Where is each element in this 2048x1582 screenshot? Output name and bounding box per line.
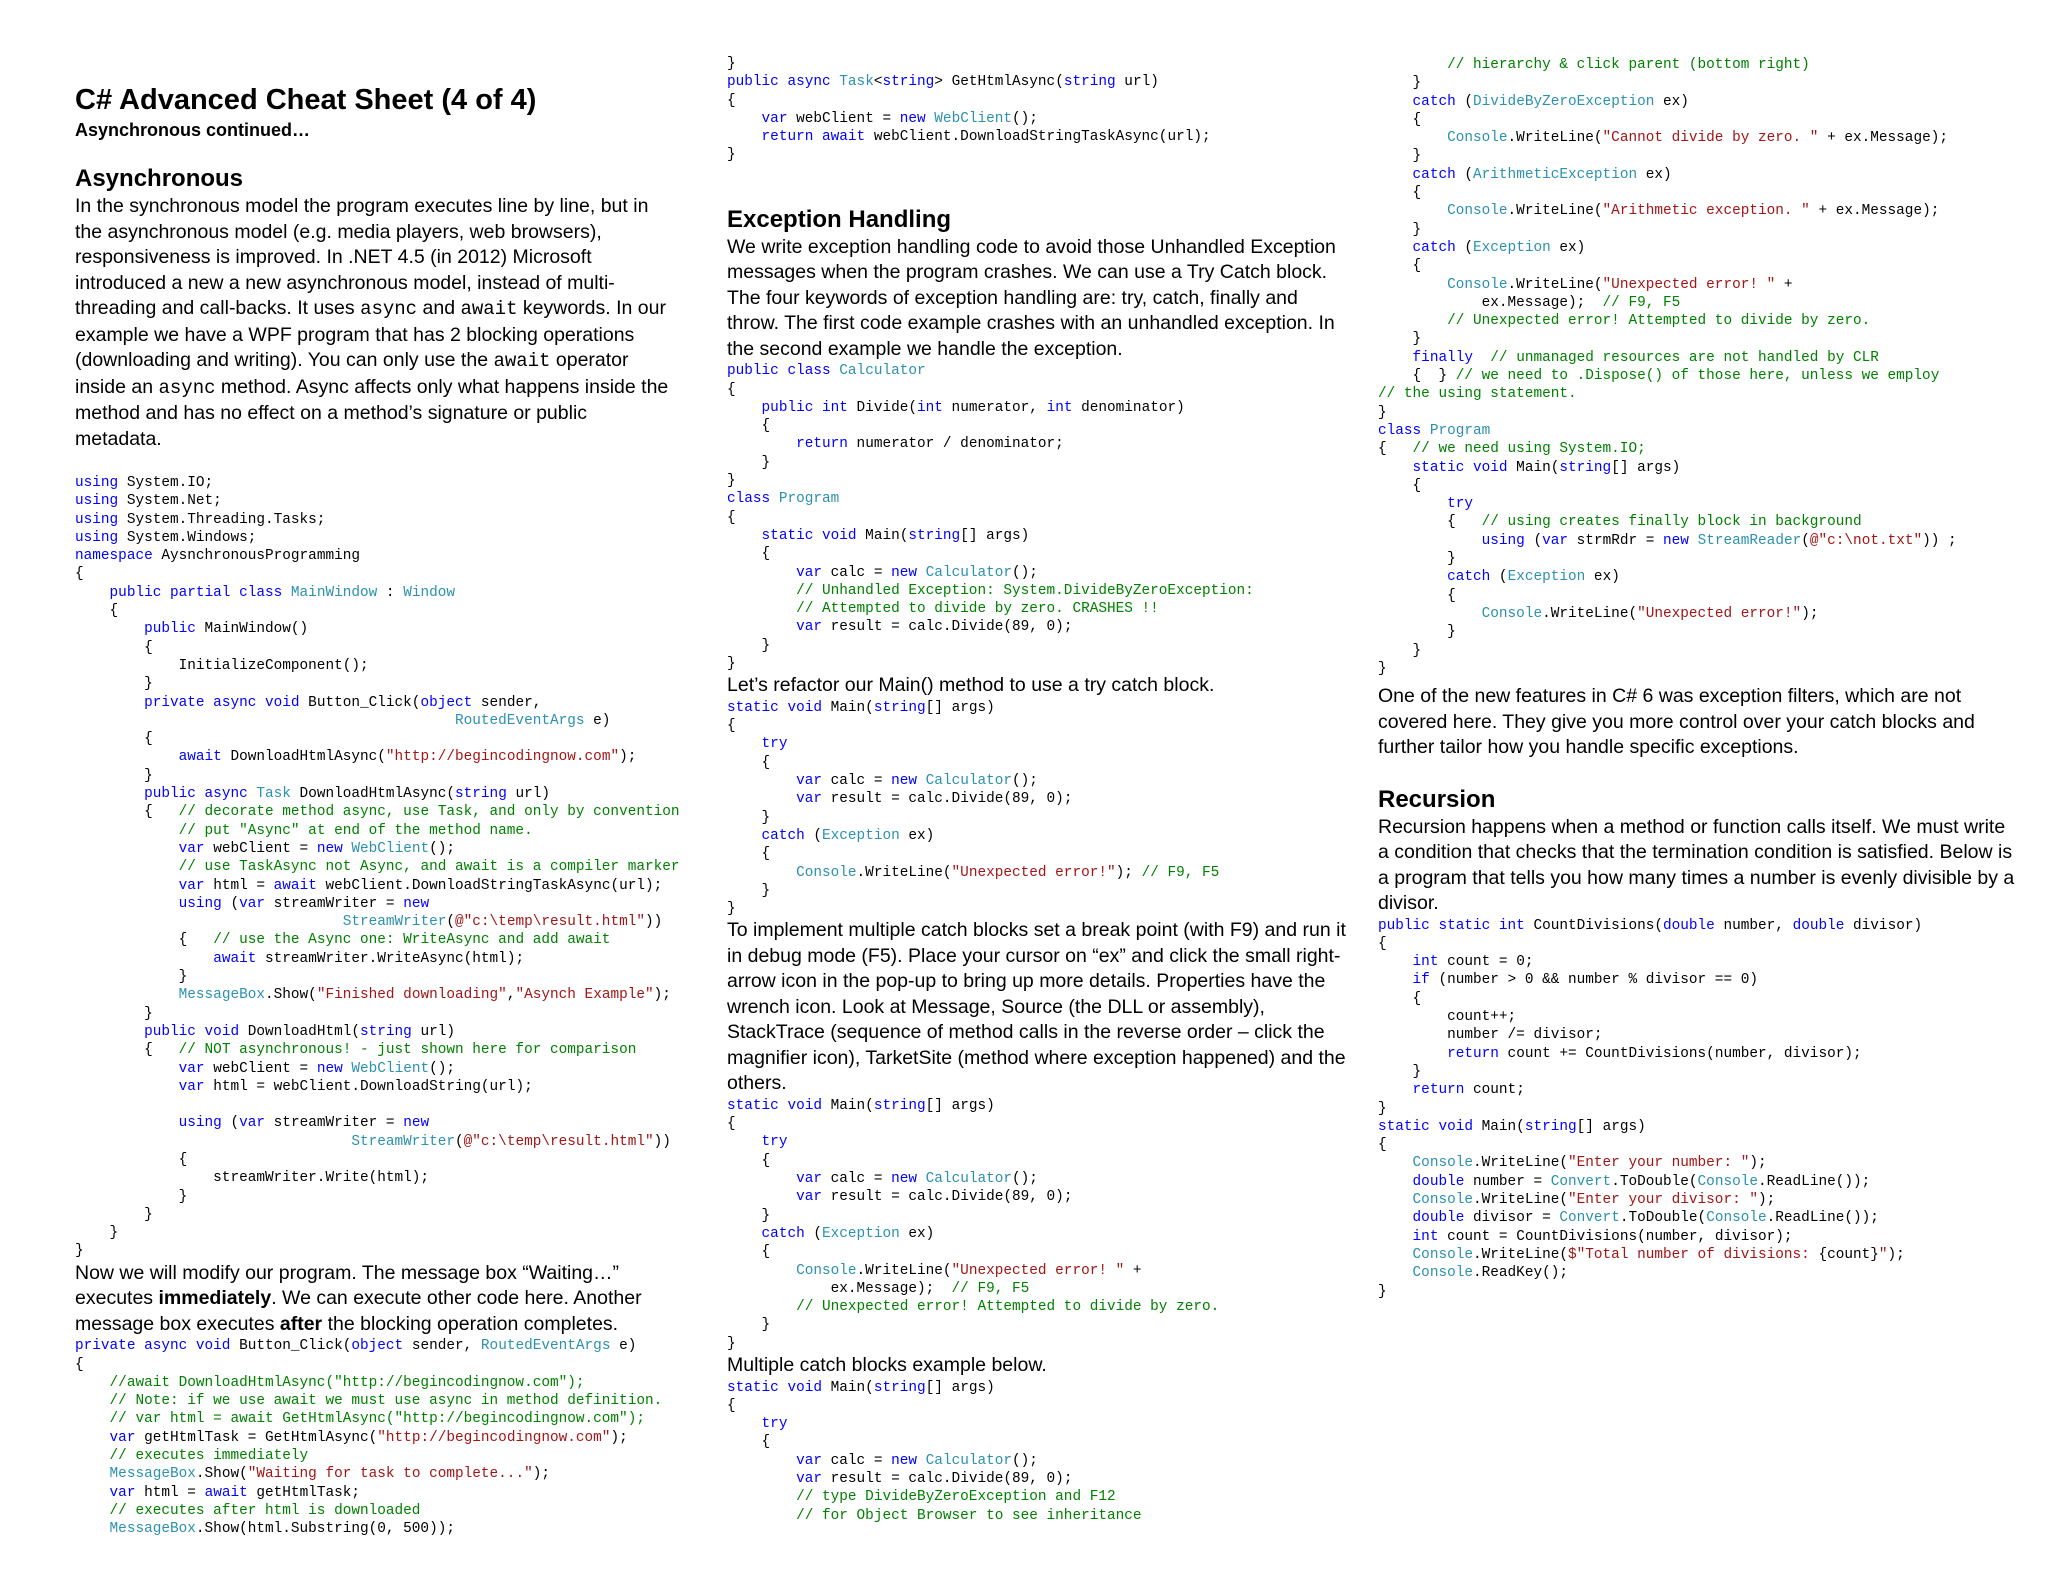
section-heading-asynchronous: Asynchronous — [75, 165, 244, 192]
column-left — [75, 0, 680, 1539]
try-catch-code-block: static void Main(string[] args) { try { var calc = new Calculator(); var result = calc.Divide(89, 0); } catch (Exception ex) { Console.WriteLine("Unexpected error!"); // F9, F5 } } — [727, 699, 1220, 918]
button-click-code-block: private async void Button_Click(object sender, RoutedEventArgs e) { //await DownloadHtmlAsync("http://begincodingnow.com"); // Note: if we use await we must use async in method definition. // var html = await GetHtmlAsync("http://begincodingnow.com"); var getHtmlTask = GetHtmlAsync("http://begincodingnow.com"); // executes immediately MessageBox.Show("Waiting for task to complete..."); var html = await getHtmlTask; // executes after html is downloaded MessageBox.Show(html.Substring(0, 500)); — [75, 1338, 663, 1538]
recursion-code-block: public static int CountDivisions(double number, double divisor) { int count = 0; if (number > 0 && number % divisor == 0) { count++; number /= divisor; return count += CountDivisions(number, divisor); } return count; } static void Main(string[] args) { Console.WriteLine("Enter your number: "); double number = Convert.ToDouble(Console.ReadLine()); Console.WriteLine("Enter your divisor: "); double divisor = Convert.ToDouble(Console.ReadLine()); int count = CountDivisions(number, divisor); Console.WriteLine($"Total number of divisions: {count}"); Console.ReadKey(); } — [1378, 917, 1923, 1300]
exception-filters-paragraph: One of the new features in C# 6 was exception filters, which are not covered here. They give you more control over your catch blocks and further tailor how you handle specific exceptions. — [1378, 685, 1975, 759]
page-subtitle: Asynchronous continued… — [75, 120, 311, 140]
column-middle — [727, 0, 1347, 1525]
refactor-paragraph: Let’s refactor our Main() method to use a try catch block. — [727, 674, 1215, 697]
multiple-catch-debug-paragraph: To implement multiple catch blocks set a break point (with F9) and run it in debug mode (F5). Place your cursor on “ex” and click the small right-arrow icon in the pop-up to bring up more details. Properties have the wrench icon. Look at Message, Source (the DLL or assembly), StackTrace (sequence of method calls in the reverse order – click the magnifier icon), TarketSite (method where exception happened) and the others. — [727, 919, 1346, 1095]
get-html-async-code-block: } public async Task<string> GetHtmlAsync(string url) { var webClient = new WebClient(); return await webClient.DownloadStringTaskAsync(url); } — [727, 56, 1211, 164]
exception-message-code-block: static void Main(string[] args) { try { var calc = new Calculator(); var result = calc.Divide(89, 0); } catch (Exception ex) { Console.WriteLine("Unexpected error! " + ex.Message); // F9, F5 // Unexpected error! Attempted to divide by zero. } } — [727, 1097, 1220, 1352]
async-wpf-code-block: using System.IO; using System.Net; using System.Threading.Tasks; using System.Windows; namespace AysnchronousProgramming { public partial class MainWindow : Window { public MainWindow() { InitializeComponent(); } private async void Button_Click(object sender, RoutedEventArgs e) { await DownloadHtmlAsync("http://begincodingnow.com"); } public async Task DownloadHtmlAsync(string url) { // decorate method async, use Task, and only by convention // put "Async" at end of the method name. var webClient = new WebClient(); // use TaskAsync not Async, and await is a compiler marker var html = await webClient.DownloadStringTaskAsync(url); using (var streamWriter = new StreamWriter(@"c:\temp\result.html")) { // use the Async one: WriteAsync and add await await streamWriter.WriteAsync(html); } MessageBox.Show("Finished downloading","Asynch Example"); } public void DownloadHtml(string url) { // NOT asynchronous! - just shown here for comparison var webClient = new WebClient(); var html = webClient.DownloadString(url); using (var streamWriter = new StreamWriter(@"c:\temp\result.html")) { streamWriter.Write(html); } } } } — [75, 475, 680, 1260]
recursion-intro-paragraph: Recursion happens when a method or function calls itself. We must write a condition that checks that the termination condition is satisfied. Below is a program that tells you how many times a number is evenly divisible by a divisor. — [1378, 815, 2015, 915]
multiple-catch-continued-code-block: // hierarchy & click parent (bottom right) } catch (DivideByZeroException ex) { Console.WriteLine("Cannot divide by zero. " + ex.Message); } catch (ArithmeticException ex) { Console.WriteLine("Arithmetic exception. " + ex.Message); } catch (Exception ex) { Console.WriteLine("Unexpected error! " + ex.Message); // F9, F5 // Unexpected error! Attempted to divide by zero. } finally // unmanaged resources are not handled by CLR { } // we need to .Dispose() of those here, unless we employ // the using statement. } class Program { // we need using System.IO; static void Main(string[] args) { try { // using creates finally block in background using (var strmRdr = new StreamReader(@"c:\not.txt")) ; } catch (Exception ex) { Console.WriteLine("Unexpected error!"); } } } — [1378, 57, 1957, 677]
multiple-catch-example-label: Multiple catch blocks example below. — [727, 1354, 1047, 1377]
exception-intro-paragraph: We write exception handling code to avoid those Unhandled Exception messages when the program crashes. We can use a Try Catch block. The four keywords of exception handling are: try, catch, finally and throw. The first code example crashes with an unhandled exception. In the second example we handle the exception. — [727, 235, 1336, 360]
calculator-crash-code-block: public class Calculator { public int Divide(int numerator, int denominator) { return numerator / denominator; } } class Program { static void Main(string[] args) { var calc = new Calculator(); // Unhandled Exception: System.DivideByZeroException: // Attempted to divide by zero. CRASHES !! var result = calc.Divide(89, 0); } } — [727, 363, 1254, 673]
asynchronous-intro-paragraph: In the synchronous model the program executes line by line, but in the asynchronous model (e.g. media players, web browsers), responsiveness is improved. In .NET 4.5 (in 2012) Microsoft introduced a new a new asynchronous model, instead of multi-threading and call-backs. It uses async and await keywords. In our example we have a WPF program that has 2 blocking operations (downloading and writing). You can only use the await operator inside an async method. Async affects only what happens inside the method and has no effect on a method’s signature or public metadata. — [75, 195, 669, 450]
section-heading-exception-handling: Exception Handling — [727, 205, 952, 233]
section-heading-recursion: Recursion — [1378, 785, 1496, 813]
async-modify-paragraph: Now we will modify our program. The message box “Waiting…” executes immediately. We can execute other code here. Another message box executes after the blocking operation completes. — [75, 1261, 642, 1335]
multiple-catch-code-block: static void Main(string[] args) { try { var calc = new Calculator(); var result = calc.Divide(89, 0); // type DivideByZeroException and F12 // for Object Browser to see inheritance — [727, 1379, 1142, 1524]
page-title: C# Advanced Cheat Sheet (4 of 4) — [75, 84, 537, 116]
column-right — [1378, 0, 2018, 1301]
